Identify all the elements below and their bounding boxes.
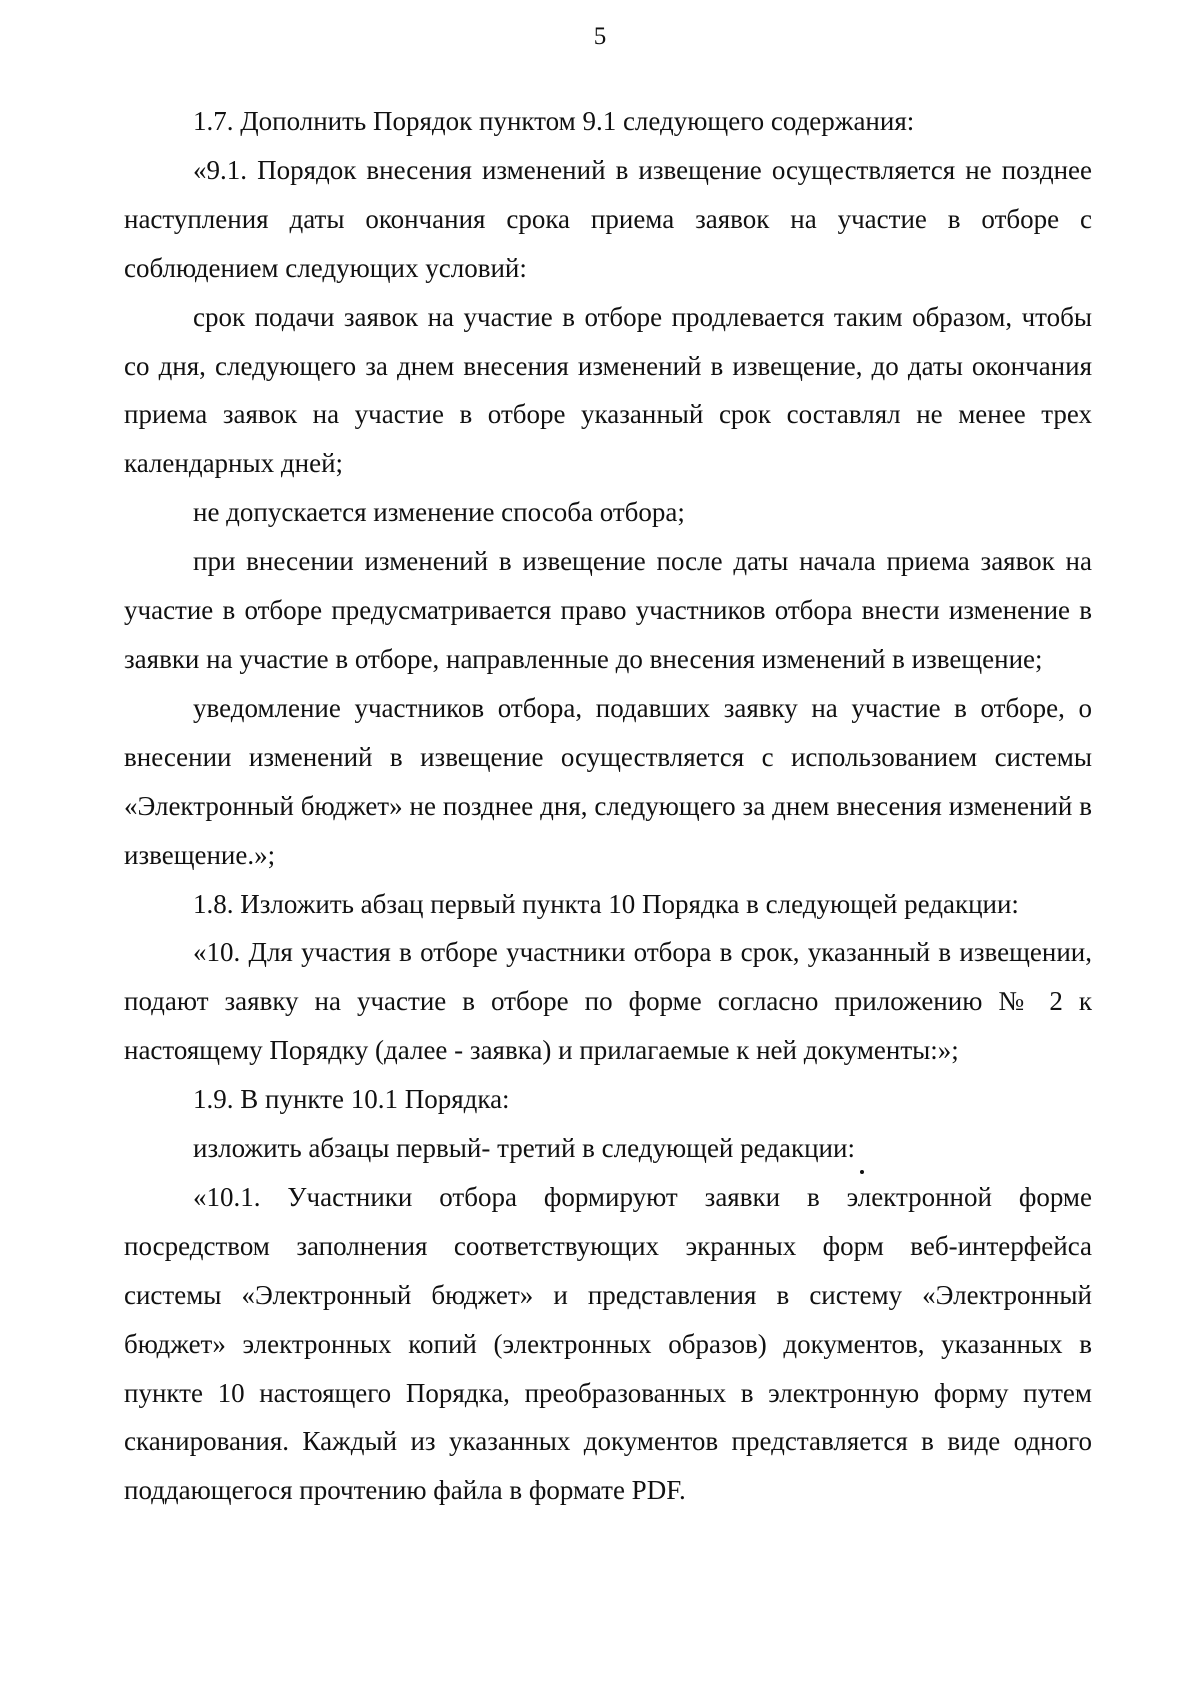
paragraph-1-9: 1.9. В пункте 10.1 Порядка: xyxy=(193,1084,510,1115)
page-number: 5 xyxy=(593,23,607,50)
paragraph-notification: уведомление участников отбора, подавших заявку на участие в отборе, о внесении изменений в извещение осуществляется с использованием системы «Электронный бюджет» не позднее дня, следующего за днем внесения изменений в извещение.»; xyxy=(124,692,1092,870)
paragraph-1-7: 1.7. Дополнить Порядок пунктом 9.1 следующего содержания: xyxy=(193,106,915,136)
document-body xyxy=(124,97,1092,1515)
paragraph-method-unchanged: не допускается изменение способа отбора; xyxy=(193,497,685,528)
paragraph-1-8: 1.8. Изложить абзац первый пункта 10 Порядка в следующей редакции: xyxy=(193,888,1019,919)
paragraph-amend-first-third: изложить абзацы первый- третий в следующей редакции: xyxy=(193,1133,855,1164)
paragraph-10: «10. Для участия в отборе участники отбора в срок, указанный в извещении, подают заявку на участие в отборе по форме согласно приложению № 2 к настоящему Порядку (далее - заявка) и прилагаемые к ней документы:»; xyxy=(124,937,1092,1066)
paragraph-deadline-extension: срок подачи заявок на участие в отборе продлевается таким образом, чтобы со дня, следующего за днем внесения изменений в извещение, до даты окончания приема заявок на участие в отборе указанный срок составлял не менее трех календарных дней; xyxy=(124,301,1092,479)
paragraph-applicant-right: при внесении изменений в извещение после даты начала приема заявок на участие в отборе предусматривается право участников отбора внести изменение в заявки на участие в отборе, направленные до внесения изменений в извещение; xyxy=(124,546,1092,674)
scan-speck xyxy=(860,1170,864,1174)
paragraph-10-1: «10.1. Участники отбора формируют заявки в электронной форме посредством заполнения соответствующих экранных форм веб-интерфейса системы «Электронный бюджет» и представления в систему «Электронный бюджет» электронных копий (электронных образов) документов, указанных в пункте 10 настоящего Порядка, преобразованных в электронную форму путем сканирования. Каждый из указанных документов представляется в виде одного поддающегося прочтению файла в формате PDF. xyxy=(124,1181,1092,1506)
paragraph-9-1: «9.1. Порядок внесения изменений в извещение осуществляется не позднее наступления даты окончания срока приема заявок на участие в отборе с соблюдением следующих условий: xyxy=(124,154,1092,283)
